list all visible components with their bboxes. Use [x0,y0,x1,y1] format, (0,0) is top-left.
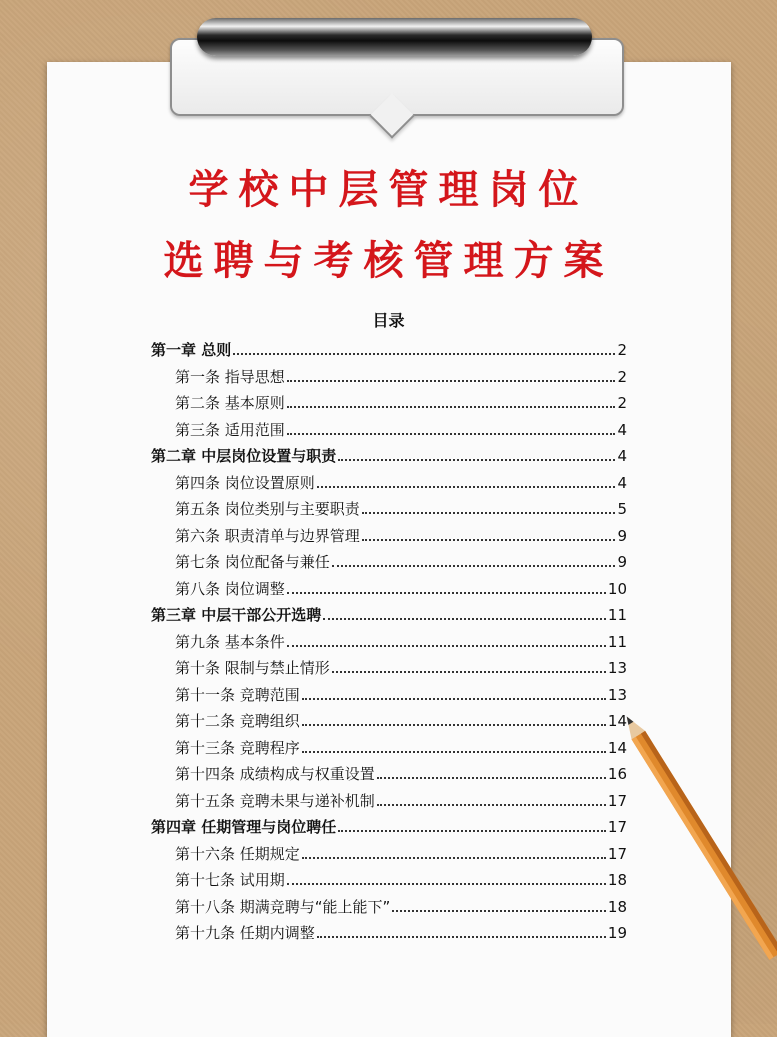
toc-dot-leader [362,512,616,514]
clipboard-clip-bar [197,18,592,56]
toc-page-number: 2 [617,367,627,386]
document-title-line2: 选聘与考核管理方案 [163,237,614,284]
toc-article-entry[interactable] [175,865,627,891]
toc-entry-label: 第八条 岗位调整 [175,579,285,598]
toc-page-number: 11 [607,606,627,624]
toc-page-number: 17 [607,791,627,810]
toc-dot-leader [302,857,606,859]
toc-dot-leader [233,353,615,355]
toc-entry-label: 第三条 适用范围 [175,420,285,439]
toc-entry-label: 第十三条 竞聘程序 [175,738,300,757]
toc-entry-label: 第十一条 竞聘范围 [175,685,300,704]
toc-page-number: 2 [617,341,627,359]
toc-entry-label: 第十二条 竞聘组织 [175,712,300,730]
toc-page-number: 17 [607,818,627,836]
toc-page-number: 13 [607,659,627,677]
toc-page-number: 5 [617,500,627,518]
toc-dot-leader [332,565,616,567]
toc-page-number: 10 [607,579,627,598]
toc-article-entry[interactable] [175,627,627,653]
toc-entry-label: 第二章 中层岗位设置与职责 [151,447,337,465]
toc-entry-label: 第一章 总则 [151,341,232,359]
toc-dot-leader [377,777,606,779]
toc-dot-leader [287,380,616,382]
toc-page-number: 19 [607,924,627,942]
toc-dot-leader [392,910,606,912]
toc-article-entry[interactable] [175,547,627,573]
pencil-icon [620,715,777,1035]
toc-page-number: 13 [607,685,627,704]
toc-entry-label: 第六条 职责清单与边界管理 [175,526,360,545]
toc-dot-leader [302,698,606,700]
toc-dot-leader [287,433,616,435]
toc-article-entry[interactable] [175,706,627,732]
toc-dot-leader [287,406,616,408]
toc-page-number: 18 [607,897,627,916]
toc-article-entry[interactable] [175,574,627,600]
toc-entry-label: 第十六条 任期规定 [175,844,300,863]
toc-article-entry[interactable] [175,839,627,865]
toc-entry-label: 第二条 基本原则 [175,394,285,412]
toc-article-entry[interactable] [175,362,627,388]
toc-entry-label: 第十四条 成绩构成与权重设置 [175,765,375,783]
toc-page-number: 9 [617,553,627,571]
toc-entry-label: 第四条 岗位设置原则 [175,473,315,492]
toc-entry-label: 第七条 岗位配备与兼任 [175,553,330,571]
toc-page-number: 14 [607,738,627,757]
toc-dot-leader [317,486,616,488]
toc-page-number: 11 [607,632,627,651]
toc-page-number: 4 [617,420,627,439]
toc-page-number: 4 [617,473,627,492]
toc-entry-label: 第十五条 竞聘未果与递补机制 [175,791,375,810]
toc-dot-leader [338,830,606,832]
toc-article-entry[interactable] [175,759,627,785]
toc-chapter-entry[interactable] [151,441,627,467]
toc-dot-leader [287,883,606,885]
toc-article-entry[interactable] [175,415,627,441]
toc-article-entry[interactable] [175,653,627,679]
toc-heading: 目录 [372,311,405,330]
toc-dot-leader [377,804,606,806]
toc-dot-leader [302,751,606,753]
toc-entry-label: 第三章 中层干部公开选聘 [151,606,322,624]
toc-page-number: 14 [607,712,627,730]
toc-page-number: 17 [607,844,627,863]
toc-page-number: 9 [617,526,627,545]
toc-entry-label: 第五条 岗位类别与主要职责 [175,500,360,518]
toc-page-number: 2 [617,394,627,412]
toc-chapter-entry[interactable] [151,335,627,361]
toc-article-entry[interactable] [175,733,627,759]
toc-dot-leader [317,936,606,938]
toc-dot-leader [287,645,606,647]
toc-page-number: 18 [607,871,627,889]
toc-article-entry[interactable] [175,521,627,547]
toc-dot-leader [338,459,615,461]
toc-article-entry[interactable] [175,388,627,414]
toc-entry-label: 第十九条 任期内调整 [175,924,315,942]
document-title-line1: 学校中层管理岗位 [188,166,589,213]
toc-article-entry[interactable] [175,680,627,706]
toc-article-entry[interactable] [175,468,627,494]
toc-article-entry[interactable] [175,494,627,520]
toc-page-number: 4 [617,447,627,465]
toc-entry-label: 第十八条 期满竞聘与“能上能下” [175,897,391,916]
toc-dot-leader [332,671,606,673]
toc-entry-label: 第十七条 试用期 [175,871,285,889]
toc-entry-label: 第十条 限制与禁止情形 [175,659,330,677]
toc-entry-label: 第四章 任期管理与岗位聘任 [151,818,337,836]
toc-dot-leader [287,592,606,594]
toc-article-entry[interactable] [175,918,627,944]
toc-article-entry[interactable] [175,786,627,812]
toc-dot-leader [362,539,616,541]
toc-chapter-entry[interactable] [151,600,627,626]
toc-chapter-entry[interactable] [151,812,627,838]
toc-article-entry[interactable] [175,892,627,918]
toc-entry-label: 第一条 指导思想 [175,367,285,386]
toc-page-number: 16 [607,765,627,783]
toc-dot-leader [323,618,606,620]
toc-entry-label: 第九条 基本条件 [175,632,285,651]
toc-dot-leader [302,724,606,726]
